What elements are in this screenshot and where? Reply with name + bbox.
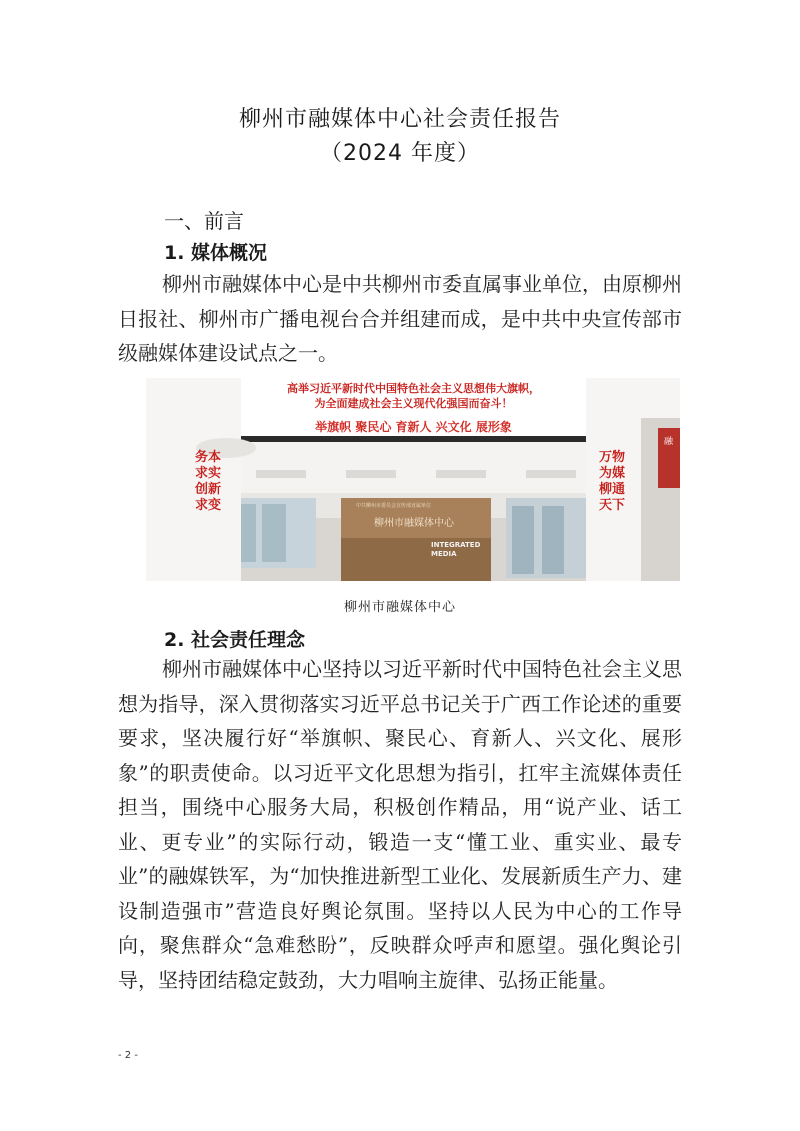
- right-pillar-text: 万物为媒 柳通天下: [598, 450, 625, 513]
- banner-line-1: 高举习近平新时代中国特色社会主义思想伟大旗帜，: [287, 382, 540, 395]
- paragraph-responsibility-concept: 柳州市融媒体中心坚持以习近平新时代中国特色社会主义思想为指导，深入贯彻落实习近平总书记关于广西工作论述的重要要求，坚决履行好“举旗帜、聚民心、育新人、兴文化、展形象”的职责使命。以习近平文化思想为指引，扛牢主流媒体责任担当，围绕中心服务大局，积极创作精品，用“说产业、话工业、更专业”的实际行动，锻造一支“懂工业、重实业、最专业”的融媒铁军，为“加快推进新型工业化、发展新质生产力、建设制造强市”营造良好舆论氛围。坚持以人民为中心的工作导向，聚焦群众“急难愁盼”，反映群众呼声和愿望。强化舆论引导，坚持团结稳定鼓劲，大力唱响主旋律、弘扬正能量。: [118, 657, 682, 992]
- photo-caption: 柳州市融媒体中心: [343, 600, 456, 615]
- wall-name-text: 柳州市融媒体中心: [374, 518, 454, 529]
- subheading-media-overview: 1. 媒体概况: [164, 242, 268, 264]
- slogan-text: 举旗帜 聚民心 育新人 兴文化 展形象: [315, 420, 512, 434]
- banner-line-2: 为全面建成社会主义现代化强国而奋斗！: [314, 397, 513, 410]
- edge-sign-text: 融: [664, 437, 674, 447]
- left-pillar-text: 务本求实 创新求变: [194, 450, 221, 513]
- document-title: 柳州市融媒体中心社会责任报告: [238, 107, 561, 132]
- building-lobby-photo: [146, 378, 680, 581]
- document-subtitle: （2024 年度）: [320, 141, 480, 166]
- page-number: - 2 -: [118, 1050, 138, 1061]
- subheading-responsibility-concept: 2. 社会责任理念: [164, 629, 306, 651]
- wall-small-text: 中共柳州市委员会宣传部直属单位: [356, 503, 432, 509]
- paragraph-media-overview: 柳州市融媒体中心是中共柳州市委直属事业单位，由原柳州日报社、柳州市广播电视台合并组建而成，是中共中央宣传部市级融媒体建设试点之一。: [118, 272, 682, 365]
- wall-english-text: INTEGRATED MEDIA: [431, 541, 481, 558]
- section-heading-preface: 一、前言: [164, 209, 244, 233]
